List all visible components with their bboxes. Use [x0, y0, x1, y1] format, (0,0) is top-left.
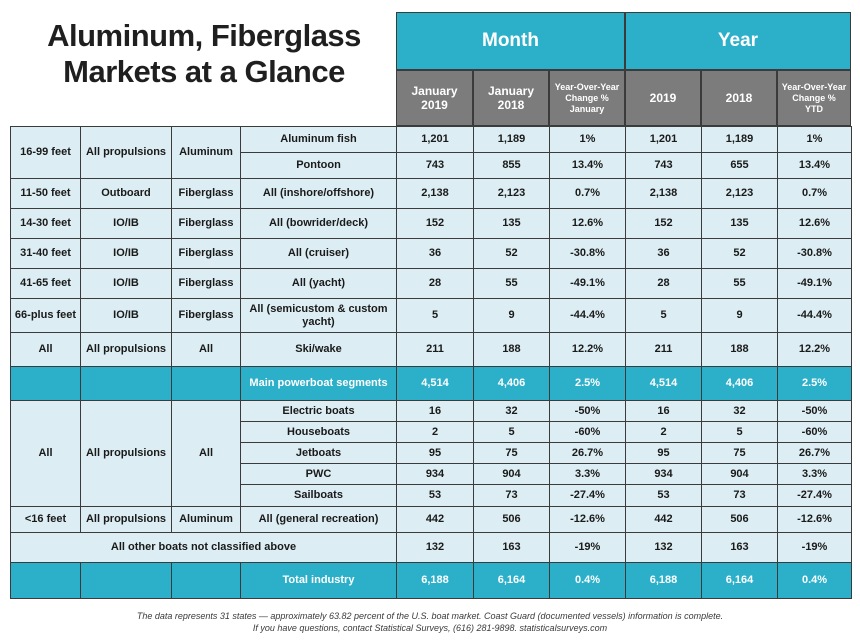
- ytd-2018-cell: 135: [702, 209, 778, 239]
- jan-2018-cell: 506: [474, 507, 550, 533]
- propulsion-cell: All propulsions: [81, 401, 172, 507]
- change-jan-cell: 26.7%: [550, 443, 626, 464]
- ytd-2019-cell: 442: [626, 507, 702, 533]
- ytd-2018-cell: 506: [702, 507, 778, 533]
- segment-cell: Jetboats: [241, 443, 397, 464]
- change-ytd-cell: 3.3%: [778, 464, 852, 485]
- ytd-2019-cell: 2,138: [626, 179, 702, 209]
- material-cell: All: [172, 401, 241, 507]
- jan-2019-cell: 6,188: [397, 563, 474, 599]
- change-jan-cell: 13.4%: [550, 153, 626, 179]
- empty-cell: [81, 367, 172, 401]
- ytd-2018-cell: 32: [702, 401, 778, 422]
- ytd-2019-cell: 1,201: [626, 127, 702, 153]
- segment-cell: All other boats not classified above: [11, 533, 397, 563]
- change-ytd-cell: -30.8%: [778, 239, 852, 269]
- ytd-2018-cell: 52: [702, 239, 778, 269]
- change-jan-cell: 2.5%: [550, 367, 626, 401]
- segment-cell: All (yacht): [241, 269, 397, 299]
- ytd-2018-cell: 163: [702, 533, 778, 563]
- size-cell: All: [11, 333, 81, 367]
- ytd-2019-cell: 95: [626, 443, 702, 464]
- change-ytd-cell: -50%: [778, 401, 852, 422]
- change-ytd-cell: -12.6%: [778, 507, 852, 533]
- jan-2019-cell: 2,138: [397, 179, 474, 209]
- footnote-line-2: If you have questions, contact Statistical Surveys, (616) 281-9898. statisticalsurveys.com: [252, 623, 608, 633]
- change-jan-cell: 0.7%: [550, 179, 626, 209]
- segment-cell: All (bowrider/deck): [241, 209, 397, 239]
- table-row: [11, 209, 852, 239]
- change-jan-cell: 1%: [550, 127, 626, 153]
- jan-2018-cell: 135: [474, 209, 550, 239]
- ytd-2018-cell: 904: [702, 464, 778, 485]
- propulsion-cell: All propulsions: [81, 333, 172, 367]
- jan-2019-cell: 16: [397, 401, 474, 422]
- ytd-2019-cell: 2: [626, 422, 702, 443]
- ytd-2019-cell: 36: [626, 239, 702, 269]
- ytd-2018-cell: 2,123: [702, 179, 778, 209]
- size-cell: 14-30 feet: [11, 209, 81, 239]
- table-row: [11, 127, 852, 153]
- change-jan-cell: -27.4%: [550, 485, 626, 507]
- jan-2019-cell: 211: [397, 333, 474, 367]
- material-cell: Aluminum: [172, 127, 241, 179]
- jan-2019-cell: 152: [397, 209, 474, 239]
- ytd-2019-cell: 4,514: [626, 367, 702, 401]
- table-row: [11, 507, 852, 533]
- jan-2018-cell: 73: [474, 485, 550, 507]
- change-jan-cell: -12.6%: [550, 507, 626, 533]
- segment-cell: Ski/wake: [241, 333, 397, 367]
- jan-2018-cell: 188: [474, 333, 550, 367]
- change-ytd-cell: -60%: [778, 422, 852, 443]
- ytd-2019-cell: 16: [626, 401, 702, 422]
- size-cell: <16 feet: [11, 507, 81, 533]
- ytd-2018-cell: 9: [702, 299, 778, 333]
- jan-2018-cell: 4,406: [474, 367, 550, 401]
- material-cell: Fiberglass: [172, 299, 241, 333]
- change-ytd-cell: 12.6%: [778, 209, 852, 239]
- empty-cell: [172, 563, 241, 599]
- change-jan-cell: 12.2%: [550, 333, 626, 367]
- ytd-2018-cell: 73: [702, 485, 778, 507]
- change-ytd-cell: 0.7%: [778, 179, 852, 209]
- jan-2018-cell: 9: [474, 299, 550, 333]
- material-cell: Fiberglass: [172, 179, 241, 209]
- propulsion-cell: All propulsions: [81, 507, 172, 533]
- jan-2019-cell: 132: [397, 533, 474, 563]
- table-row: [11, 401, 852, 422]
- table-row: [11, 239, 852, 269]
- segment-cell: All (semicustom & custom yacht): [241, 299, 397, 333]
- ytd-2018-cell: 1,189: [702, 127, 778, 153]
- column-header-ytd-2019: 2019: [625, 70, 701, 126]
- propulsion-cell: IO/IB: [81, 269, 172, 299]
- jan-2019-cell: 53: [397, 485, 474, 507]
- size-cell: All: [11, 401, 81, 507]
- jan-2019-cell: 934: [397, 464, 474, 485]
- table-row: [11, 533, 852, 563]
- jan-2018-cell: 855: [474, 153, 550, 179]
- table-row: [11, 299, 852, 333]
- jan-2018-cell: 163: [474, 533, 550, 563]
- change-ytd-cell: -27.4%: [778, 485, 852, 507]
- column-header-january-2018: January 2018: [473, 70, 549, 126]
- jan-2019-cell: 28: [397, 269, 474, 299]
- change-jan-cell: -19%: [550, 533, 626, 563]
- table-row-subtotal: [11, 367, 852, 401]
- ytd-2018-cell: 75: [702, 443, 778, 464]
- jan-2019-cell: 36: [397, 239, 474, 269]
- segment-cell: Total industry: [241, 563, 397, 599]
- ytd-2019-cell: 934: [626, 464, 702, 485]
- ytd-2018-cell: 5: [702, 422, 778, 443]
- ytd-2019-cell: 132: [626, 533, 702, 563]
- column-header-ytd-2018: 2018: [701, 70, 777, 126]
- segment-cell: Houseboats: [241, 422, 397, 443]
- title-line-2: Markets at a Glance: [63, 54, 345, 89]
- segment-cell: All (general recreation): [241, 507, 397, 533]
- change-ytd-cell: 2.5%: [778, 367, 852, 401]
- ytd-2019-cell: 743: [626, 153, 702, 179]
- ytd-2019-cell: 5: [626, 299, 702, 333]
- material-cell: Fiberglass: [172, 239, 241, 269]
- ytd-2019-cell: 53: [626, 485, 702, 507]
- empty-cell: [172, 367, 241, 401]
- footnote-line-1: The data represents 31 states — approximately 63.82 percent of the U.S. boat market. Coast Guard (documented vessels) information is complete.: [136, 611, 724, 621]
- size-cell: 16-99 feet: [11, 127, 81, 179]
- ytd-2018-cell: 4,406: [702, 367, 778, 401]
- month-header: Month: [396, 12, 625, 70]
- material-cell: Fiberglass: [172, 209, 241, 239]
- empty-cell: [11, 367, 81, 401]
- change-ytd-cell: 1%: [778, 127, 852, 153]
- empty-cell: [11, 563, 81, 599]
- size-cell: 41-65 feet: [11, 269, 81, 299]
- jan-2019-cell: 743: [397, 153, 474, 179]
- material-cell: Fiberglass: [172, 269, 241, 299]
- jan-2018-cell: 55: [474, 269, 550, 299]
- size-cell: 11-50 feet: [11, 179, 81, 209]
- segment-cell: PWC: [241, 464, 397, 485]
- segment-cell: Sailboats: [241, 485, 397, 507]
- footnote: [0, 610, 860, 634]
- jan-2018-cell: 5: [474, 422, 550, 443]
- table-row: [11, 269, 852, 299]
- segment-cell: Main powerboat segments: [241, 367, 397, 401]
- jan-2018-cell: 904: [474, 464, 550, 485]
- size-cell: 66-plus feet: [11, 299, 81, 333]
- change-jan-cell: -60%: [550, 422, 626, 443]
- segment-cell: Pontoon: [241, 153, 397, 179]
- ytd-2019-cell: 6,188: [626, 563, 702, 599]
- column-header-change-ytd: Year-Over-Year Change % YTD: [777, 70, 851, 126]
- segment-cell: All (inshore/offshore): [241, 179, 397, 209]
- jan-2019-cell: 442: [397, 507, 474, 533]
- ytd-2018-cell: 655: [702, 153, 778, 179]
- segment-cell: Aluminum fish: [241, 127, 397, 153]
- jan-2019-cell: 95: [397, 443, 474, 464]
- change-ytd-cell: 13.4%: [778, 153, 852, 179]
- jan-2018-cell: 6,164: [474, 563, 550, 599]
- change-jan-cell: 12.6%: [550, 209, 626, 239]
- propulsion-cell: IO/IB: [81, 299, 172, 333]
- size-cell: 31-40 feet: [11, 239, 81, 269]
- change-ytd-cell: -49.1%: [778, 269, 852, 299]
- title-line-1: Aluminum, Fiberglass: [47, 18, 361, 53]
- change-jan-cell: 3.3%: [550, 464, 626, 485]
- jan-2018-cell: 75: [474, 443, 550, 464]
- jan-2019-cell: 1,201: [397, 127, 474, 153]
- propulsion-cell: IO/IB: [81, 209, 172, 239]
- change-ytd-cell: -44.4%: [778, 299, 852, 333]
- material-cell: All: [172, 333, 241, 367]
- ytd-2019-cell: 211: [626, 333, 702, 367]
- material-cell: Aluminum: [172, 507, 241, 533]
- table-row: [11, 333, 852, 367]
- year-header: Year: [625, 12, 851, 70]
- column-header-january-2019: January 2019: [396, 70, 473, 126]
- change-ytd-cell: 12.2%: [778, 333, 852, 367]
- propulsion-cell: All propulsions: [81, 127, 172, 179]
- change-ytd-cell: 26.7%: [778, 443, 852, 464]
- change-jan-cell: -49.1%: [550, 269, 626, 299]
- jan-2019-cell: 5: [397, 299, 474, 333]
- ytd-2018-cell: 188: [702, 333, 778, 367]
- change-jan-cell: -50%: [550, 401, 626, 422]
- change-jan-cell: 0.4%: [550, 563, 626, 599]
- propulsion-cell: Outboard: [81, 179, 172, 209]
- jan-2018-cell: 1,189: [474, 127, 550, 153]
- jan-2019-cell: 4,514: [397, 367, 474, 401]
- ytd-2018-cell: 6,164: [702, 563, 778, 599]
- empty-cell: [81, 563, 172, 599]
- ytd-2019-cell: 28: [626, 269, 702, 299]
- table-row: [11, 179, 852, 209]
- change-jan-cell: -30.8%: [550, 239, 626, 269]
- change-ytd-cell: -19%: [778, 533, 852, 563]
- change-ytd-cell: 0.4%: [778, 563, 852, 599]
- table-row-total: [11, 563, 852, 599]
- change-jan-cell: -44.4%: [550, 299, 626, 333]
- jan-2018-cell: 2,123: [474, 179, 550, 209]
- market-table: [10, 126, 852, 599]
- jan-2018-cell: 32: [474, 401, 550, 422]
- segment-cell: All (cruiser): [241, 239, 397, 269]
- ytd-2019-cell: 152: [626, 209, 702, 239]
- jan-2018-cell: 52: [474, 239, 550, 269]
- propulsion-cell: IO/IB: [81, 239, 172, 269]
- segment-cell: Electric boats: [241, 401, 397, 422]
- jan-2019-cell: 2: [397, 422, 474, 443]
- page-title: [10, 18, 398, 90]
- column-header-change-january: Year-Over-Year Change % January: [549, 70, 625, 126]
- ytd-2018-cell: 55: [702, 269, 778, 299]
